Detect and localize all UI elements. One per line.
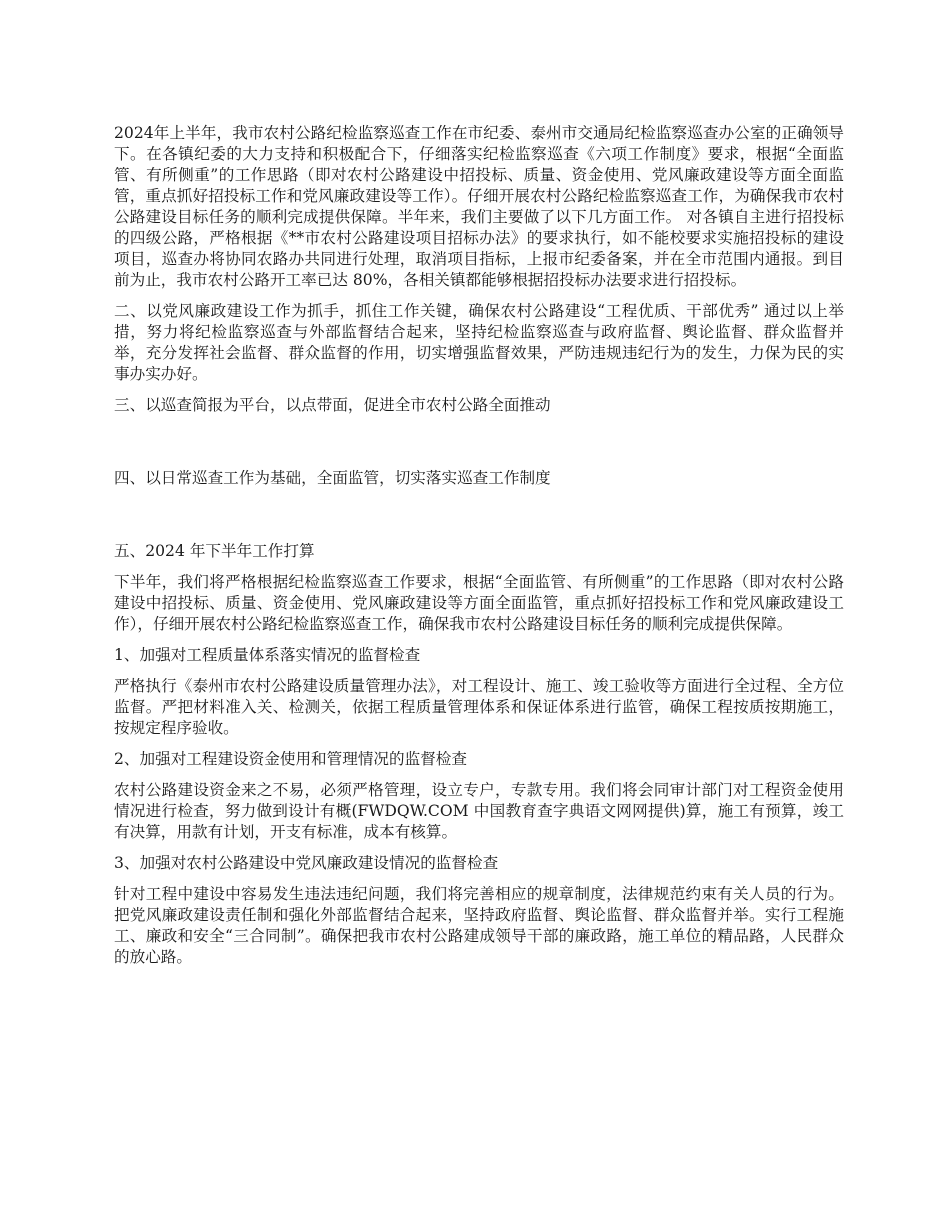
document-body bbox=[114, 123, 844, 978]
second-half-plan-paragraph: 下半年，我们将严格根据纪检监察巡查工作要求，根据“全面监管、有所侧重”的工作思路（即对农村公路建设中招投标、质量、资金使用、党风廉政建设等方面全面监管，重点抓好招投标工作和党风廉政建设工作），仔细开展农村公路纪检监察巡查工作，确保我市农村公路建设目标任务的顺利完成提供保障。 bbox=[114, 573, 844, 633]
intro-paragraph: 2024年上半年，我市农村公路纪检监察巡查工作在市纪委、泰州市交通局纪检监察巡查办公室的正确领导下。在各镇纪委的大力支持和积极配合下，仔细落实纪检监察巡查《六项工作制度》要求，根据“全面监管、有所侧重”的工作思路（即对农村公路建设中招投标、质量、资金使用、党风廉政建设等方面全面监管，重点抓好招投标工作和党风廉政建设等工作）。仔细开展农村公路纪检监察巡查工作，为确保我市农村公路建设目标任务的顺利完成提供保障。半年来，我们主要做了以下几方面工作。 对各镇自主进行招投标的四级公路，严格根据《**市农村公路建设项目招标办法》的要求执行，如不能校要求实施招投标的建设项目，巡查办将协同农路办共同进行处理，取消项目指标，上报市纪委备案，并在全市范围内通报。到目前为止，我市农村公路开工率已达 80%，各相关镇都能够根据招投标办法要求进行招投标。 bbox=[114, 124, 844, 289]
item-three-paragraph: 针对工程中建设中容易发生违法违纪问题，我们将完善相应的规章制度，法律规范约束有关人员的行为。把党风廉政建设责任制和强化外部监督结合起来，坚持政府监督、舆论监督、群众监督并举。实行工程施工、廉政和安全“三合同制”。确保把我市农村公路建成领导干部的廉政路，施工单位的精品路，人民群众的放心路。 bbox=[114, 885, 844, 966]
section-two-paragraph: 二、以党风廉政建设工作为抓手，抓住工作关键，确保农村公路建设“工程优质、干部优秀” 通过以上举措，努力将纪检监察巡查与外部监督结合起来，坚持纪检监察巡查与政府监督、舆论监督、群众监督并举，充分发挥社会监督、群众监督的作用，切实增强监督效果，严防违规违纪行为的发生，力保为民的实事办实办好。 bbox=[114, 302, 844, 383]
item-three-heading: 3、加强对农村公路建设中党风廉政建设情况的监督检查 bbox=[114, 854, 499, 872]
item-two-heading: 2、加强对工程建设资金使用和管理情况的监督检查 bbox=[114, 750, 467, 768]
item-one-paragraph: 严格执行《泰州市农村公路建设质量管理办法》，对工程设计、施工、竣工验收等方面进行全过程、全方位监督。严把材料准入关、检测关，依据工程质量管理体系和保证体系进行监管，确保工程按质按期施工，按规定程序验收。 bbox=[114, 677, 844, 737]
section-three-heading: 三、以巡查简报为平台，以点带面，促进全市农村公路全面推动 bbox=[114, 396, 551, 414]
item-two-paragraph: 农村公路建设资金来之不易，必须严格管理，设立专户，专款专用。我们将会同审计部门对工程资金使用情况进行检查，努力做到设计有概(FWDQW.COM 中国教育查字典语文网网提供)算，施工有预算，竣工有决算，用款有计划，开支有标准，成本有核算。 bbox=[114, 781, 844, 841]
item-one-heading: 1、加强对工程质量体系落实情况的监督检查 bbox=[114, 646, 421, 664]
section-five-heading: 五、2024 年下半年工作打算 bbox=[114, 542, 315, 560]
section-four-heading: 四、以日常巡查工作为基础，全面监管，切实落实巡查工作制度 bbox=[114, 469, 551, 487]
